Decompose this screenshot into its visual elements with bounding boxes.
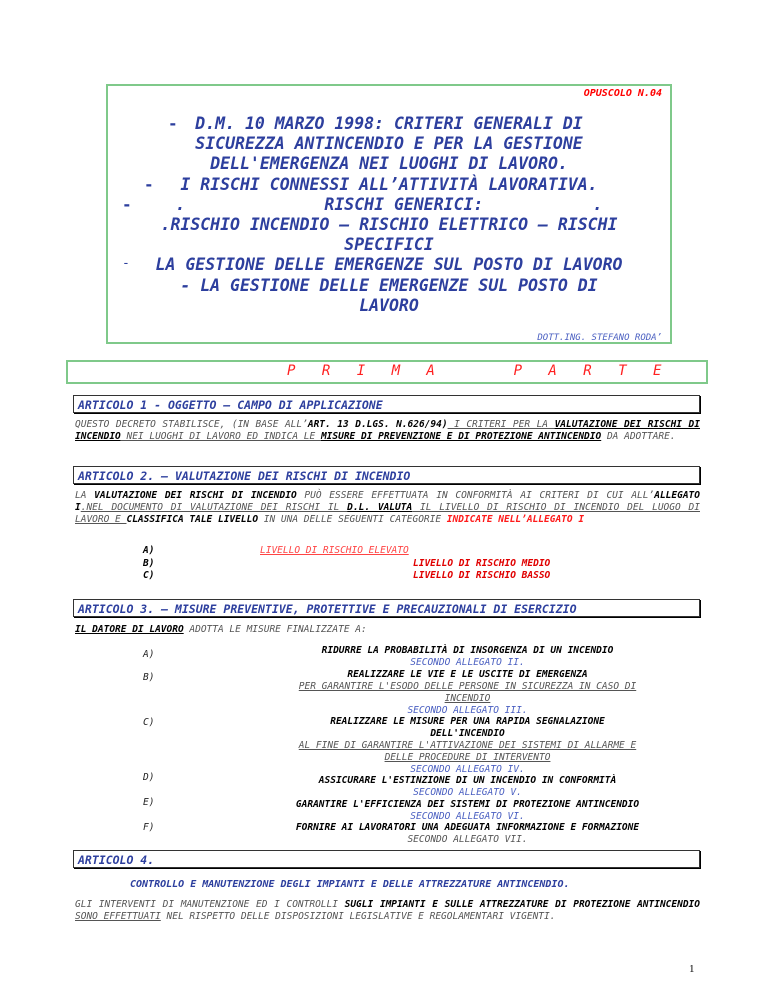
opuscolo-label: OPUSCOLO N.04 (583, 88, 662, 99)
measure-desc: DELLE PROCEDURE DI INTERVENTO (384, 752, 551, 763)
level-letter: B) (143, 557, 155, 569)
measure-ref: SECONDO ALLEGATO III. (407, 705, 528, 716)
measure-item (260, 645, 675, 669)
measure-title: REALIZZARE LE MISURE PER UNA RAPIDA SEGNALAZIONE (330, 716, 605, 727)
measure-title: REALIZZARE LE VIE E LE USCITE DI EMERGENZA (347, 669, 588, 680)
measure-desc: PER GARANTIRE L'ESODO DELLE PERSONE IN SICUREZZA IN CASO DI (298, 681, 637, 692)
text-segment: LA (75, 490, 95, 501)
text-segment: VALUTAZIONE DEI RISCHI DI INCENDIO (94, 490, 297, 501)
title-line: SICUREZZA ANTINCENDIO E PER LA GESTIONE (195, 134, 583, 154)
article-3-heading: ARTICOLO 3. – MISURE PREVENTIVE, PROTETTIVE E PRECAUZIONALI DI ESERCIZIO (73, 599, 700, 617)
bullet-dash: - (122, 195, 132, 214)
article-4-text (75, 899, 700, 923)
measure-ref: SECONDO ALLEGATO IV. (410, 764, 525, 775)
level-low: LIVELLO DI RISCHIO BASSO (413, 570, 551, 581)
title-line: LAVORO (359, 295, 419, 315)
item-letter: A) (143, 649, 155, 660)
measure-item (260, 716, 675, 776)
text-segment: ART. 13 D.LGS. N.626/94) (307, 419, 448, 430)
item-letter: D) (143, 772, 155, 783)
measure-item (260, 822, 675, 846)
section-banner-text: P R I M A P A R T E (287, 363, 671, 379)
text-segment: CLASSIFICA TALE LIVELLO (126, 514, 259, 525)
text-segment: I CRITERI PER LA (447, 419, 555, 430)
measure-title: FORNIRE AI LAVORATORI UNA ADEGUATA INFORMAZIONE E FORMAZIONE (295, 822, 640, 833)
bullet-dash: - (122, 256, 130, 271)
measure-ref: SECONDO ALLEGATO VI. (410, 811, 525, 822)
measure-title: RIDURRE LA PROBABILITÀ DI INSORGENZA DI UN INCENDIO (321, 645, 614, 656)
page-number: 1 (689, 963, 695, 975)
item-letter: B) (143, 672, 155, 683)
measure-desc: INCENDIO (444, 693, 491, 704)
article-1-heading: ARTICOLO 1 - OGGETTO – CAMPO DI APPLICAZIONE (73, 395, 700, 413)
bullet-dash: - (168, 114, 178, 133)
title-line: . RISCHI GENERICI: . (175, 194, 603, 214)
measure-item (260, 669, 675, 717)
item-letter: C) (143, 717, 155, 728)
text-segment: D.L. VALUTA (347, 502, 413, 513)
level-letters (143, 545, 154, 583)
measure-desc: AL FINE DI GARANTIRE L'ATTIVAZIONE DEI SISTEMI DI ALLARME E (298, 740, 637, 751)
title-line: DELL'EMERGENZA NEI LUOGHI DI LAVORO. (210, 154, 568, 174)
measure-title: DELL'INCENDIO (430, 728, 505, 739)
measure-item (260, 799, 675, 823)
article-2-text (75, 490, 700, 526)
text-segment: IL DATORE DI LAVORO (75, 624, 184, 635)
bullet-dash: - (144, 175, 154, 194)
text-segment: .NEL DOCUMENTO DI VALUTAZIONE DEI RISCHI IL (80, 502, 348, 513)
title-line: LA GESTIONE DELLE EMERGENZE SUL POSTO DI LAVORO (155, 255, 623, 275)
level-letter: C) (143, 570, 155, 581)
text-segment: QUESTO DECRETO STABILISCE, (IN BASE ALL’ (75, 419, 308, 430)
level-letter: A) (143, 545, 155, 556)
title-line: D.M. 10 MARZO 1998: CRITERI GENERALI DI (195, 114, 583, 133)
text-segment: ALLEGATO I (75, 490, 700, 513)
item-letter: F) (143, 822, 155, 833)
article-4-heading: ARTICOLO 4. (73, 850, 700, 868)
measure-title: ASSICURARE L'ESTINZIONE DI UN INCENDIO IN CONFORMITÀ (318, 775, 617, 786)
text-segment: SONO EFFETTUATI (75, 911, 161, 922)
text-segment: IN UNA DELLE SEGUENTI CATEGORIE (258, 514, 447, 525)
title-line: .RISCHIO INCENDIO – RISCHIO ELETTRICO – RISCHI (160, 215, 618, 235)
text-segment: GLI INTERVENTI DI MANUTENZIONE ED I CONTROLLI (75, 899, 345, 910)
text-segment: INDICATE NELL’ALLEGATO I (446, 514, 585, 525)
level-elevated: LIVELLO DI RISCHIO ELEVATO (260, 545, 409, 556)
measure-item (260, 775, 675, 799)
article-1-text (75, 419, 700, 443)
text-segment: IL LIVELLO DI RISCHIO DI INCENDIO DEL LUOGO DI LAVORO E (75, 502, 700, 525)
title-line: - LA GESTIONE DELLE EMERGENZE SUL POSTO DI (180, 275, 598, 295)
title-line: SPECIFICI (344, 235, 434, 255)
article-3-intro (75, 624, 700, 636)
title-box (106, 84, 672, 344)
article-4-subheading: CONTROLLO E MANUTENZIONE DEGLI IMPIANTI E DELLE ATTREZZATURE ANTINCENDIO. (130, 879, 570, 890)
item-letter: E) (143, 797, 155, 808)
measure-title: GARANTIRE L'EFFICIENZA DEI SISTEMI DI PROTEZIONE ANTINCENDIO (295, 799, 640, 810)
text-segment: NEL RISPETTO DELLE DISPOSIZIONI LEGISLATIVE E REGOLAMENTARI VIGENTI. (160, 911, 556, 922)
author: DOTT.ING. STEFANO RODA’ (537, 333, 662, 343)
text-segment: NEI LUOGHI DI LAVORO ED INDICA LE (120, 431, 321, 442)
text-segment: MISURE DI PREVENZIONE E DI PROTEZIONE ANTINCENDIO (320, 431, 602, 442)
measure-ref: SECONDO ALLEGATO II. (410, 657, 525, 668)
text-segment: PUÒ ESSERE EFFETTUATA IN CONFORMITÀ AI CRITERI DI CUI ALL’ (296, 490, 655, 501)
measure-ref: SECONDO ALLEGATO V. (413, 787, 522, 798)
text-segment: ADOTTA LE MISURE FINALIZZATE A: (183, 624, 367, 635)
text-segment: VALUTAZIONE DEI RISCHI DI INCENDIO (75, 419, 700, 442)
text-segment: SUGLI IMPIANTI E SULLE ATTREZZATURE DI PROTEZIONE ANTINCENDIO (344, 899, 700, 910)
level-medium: LIVELLO DI RISCHIO MEDIO (413, 558, 551, 569)
text-segment: DA ADOTTARE. (601, 431, 676, 442)
article-2-heading: ARTICOLO 2. – VALUTAZIONE DEI RISCHI DI INCENDIO (73, 466, 700, 484)
section-banner (66, 360, 708, 384)
measure-ref: SECONDO ALLEGATO VII. (407, 834, 528, 845)
document-title (108, 114, 670, 316)
title-line: I RISCHI CONNESSI ALL’ATTIVITÀ LAVORATIVA. (180, 174, 598, 194)
